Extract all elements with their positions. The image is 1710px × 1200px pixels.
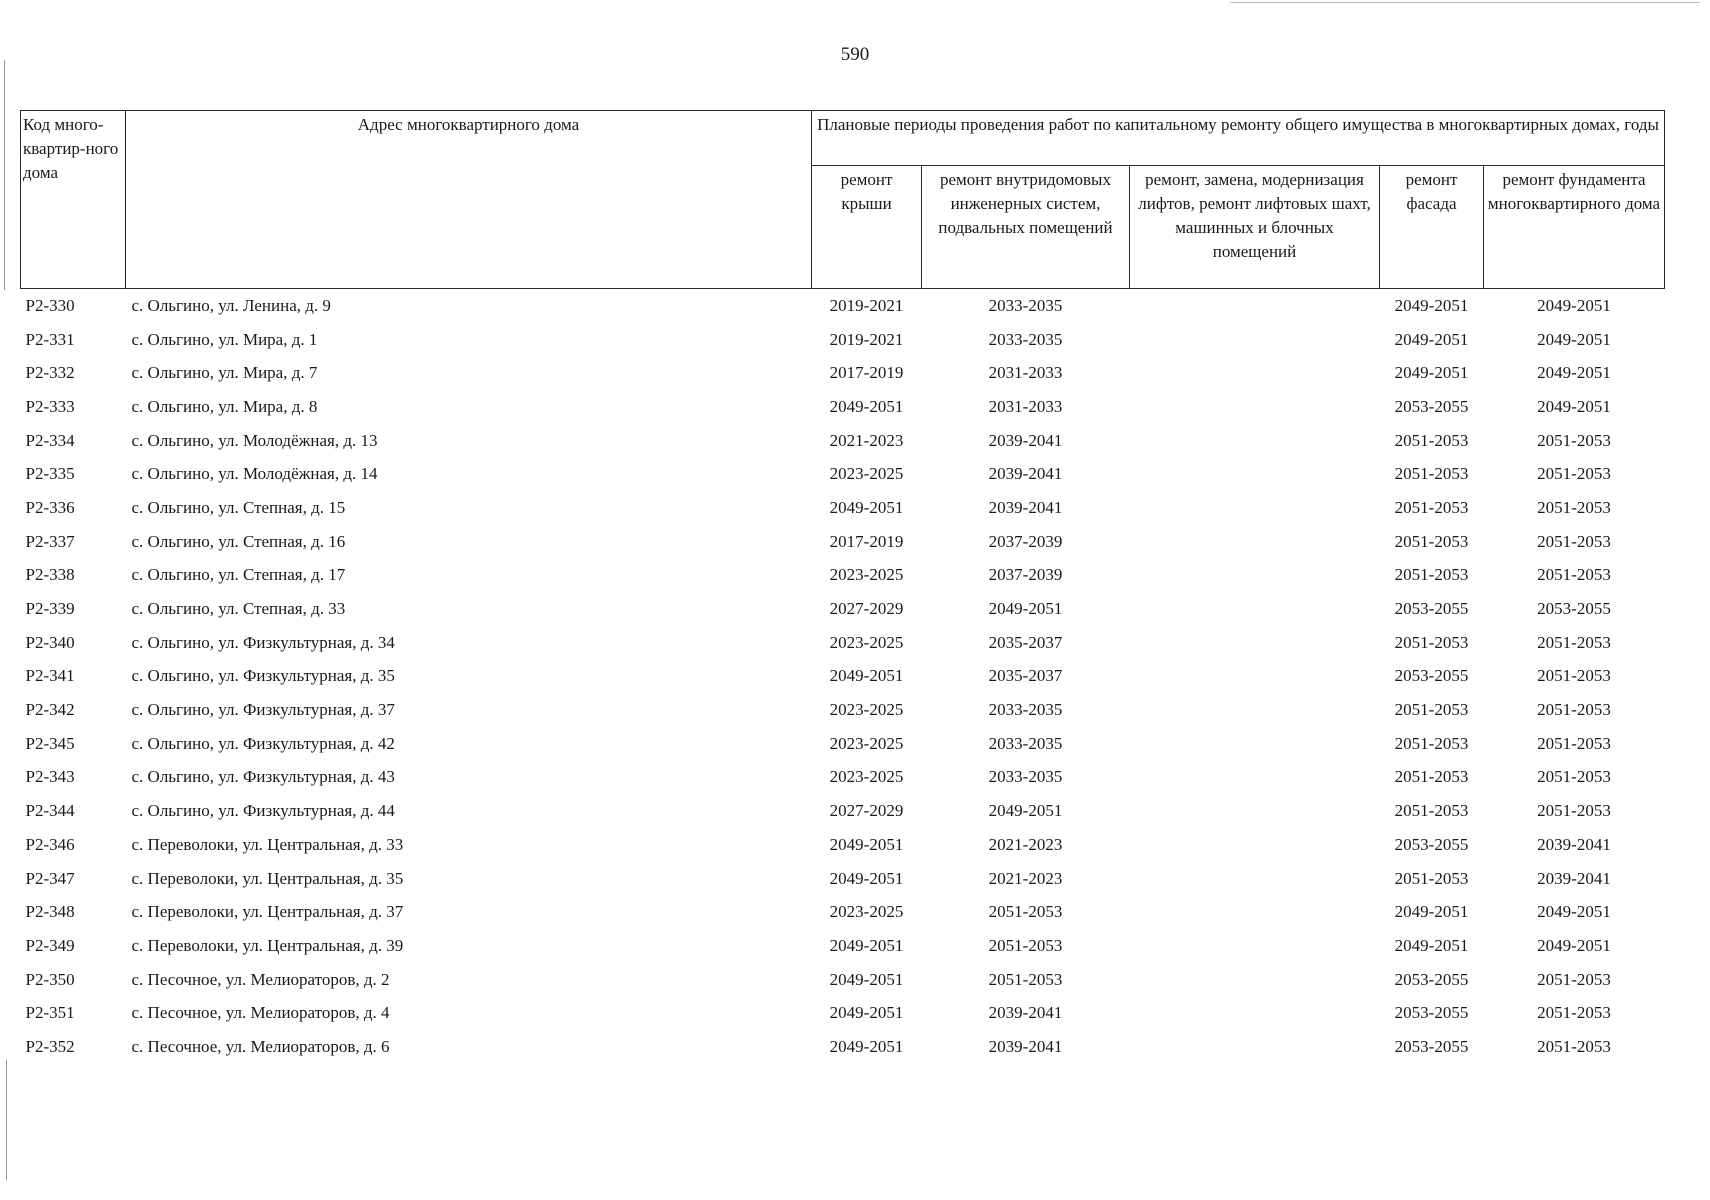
row-roof: 2049-2051 [829, 396, 904, 416]
row-roof: 2027-2029 [829, 801, 904, 821]
row-facade: 2053-2055 [1394, 599, 1469, 619]
row-facade: 2049-2051 [1394, 329, 1469, 349]
row-foundation: 2051-2053 [1537, 430, 1611, 450]
header-facade: ремонт фасада [1380, 166, 1484, 289]
row-address: с. Ольгино, ул. Степная, д. 15 [131, 497, 346, 517]
row-foundation: 2051-2053 [1537, 1003, 1611, 1023]
row-engineering: 2021-2023 [988, 834, 1063, 854]
row-engineering: 2037-2039 [988, 531, 1063, 551]
table-header [21, 111, 1665, 289]
table-row [21, 491, 1665, 525]
row-roof: 2017-2019 [829, 531, 904, 551]
row-code: P2-345 [25, 733, 75, 753]
row-lifts [1130, 862, 1380, 896]
row-facade: 2049-2051 [1394, 363, 1469, 383]
row-engineering: 2033-2035 [988, 700, 1063, 720]
header-periods-group: Плановые периоды проведения работ по капитальному ремонту общего имущества в многоквартирных домах, годы [812, 111, 1665, 166]
row-lifts [1130, 289, 1380, 323]
scan-edge-mark [6, 1060, 7, 1180]
row-code: P2-346 [25, 834, 75, 854]
row-roof: 2049-2051 [829, 935, 904, 955]
row-address: с. Ольгино, ул. Физкультурная, д. 34 [131, 632, 395, 652]
row-foundation: 2049-2051 [1537, 396, 1611, 416]
row-code: P2-342 [25, 700, 75, 720]
row-address: с. Ольгино, ул. Мира, д. 8 [131, 396, 318, 416]
row-facade: 2051-2053 [1394, 868, 1469, 888]
row-engineering: 2033-2035 [988, 767, 1063, 787]
row-facade: 2049-2051 [1394, 902, 1469, 922]
row-roof: 2023-2025 [829, 464, 904, 484]
row-address: с. Ольгино, ул. Ленина, д. 9 [131, 295, 331, 315]
row-code: P2-331 [25, 329, 75, 349]
row-engineering: 2049-2051 [988, 801, 1063, 821]
row-lifts [1130, 457, 1380, 491]
row-address: с. Песочное, ул. Мелиораторов, д. 4 [131, 1003, 390, 1023]
row-lifts [1130, 626, 1380, 660]
row-foundation: 2049-2051 [1537, 295, 1611, 315]
row-address: с. Ольгино, ул. Степная, д. 33 [131, 599, 346, 619]
row-address: с. Ольгино, ул. Мира, д. 1 [131, 329, 318, 349]
row-roof: 2049-2051 [829, 1003, 904, 1023]
row-foundation: 2051-2053 [1537, 700, 1611, 720]
row-lifts [1130, 828, 1380, 862]
row-code: P2-341 [25, 666, 75, 686]
row-facade: 2049-2051 [1394, 295, 1469, 315]
row-engineering: 2033-2035 [988, 329, 1063, 349]
row-address: с. Песочное, ул. Мелиораторов, д. 6 [131, 1036, 390, 1056]
row-roof: 2027-2029 [829, 599, 904, 619]
row-facade: 2051-2053 [1394, 700, 1469, 720]
row-roof: 2019-2021 [829, 329, 904, 349]
row-address: с. Песочное, ул. Мелиораторов, д. 2 [131, 969, 390, 989]
table-row [21, 895, 1665, 929]
row-lifts [1130, 996, 1380, 1030]
row-facade: 2053-2055 [1394, 969, 1469, 989]
row-roof: 2049-2051 [829, 868, 904, 888]
row-foundation: 2051-2053 [1537, 531, 1611, 551]
row-code: P2-338 [25, 565, 75, 585]
table-row [21, 592, 1665, 626]
row-code: P2-333 [25, 396, 75, 416]
row-engineering: 2039-2041 [988, 464, 1063, 484]
row-address: с. Ольгино, ул. Молодёжная, д. 14 [131, 464, 378, 484]
row-foundation: 2051-2053 [1537, 733, 1611, 753]
row-code: P2-349 [25, 935, 75, 955]
row-address: с. Переволоки, ул. Центральная, д. 37 [131, 902, 404, 922]
row-lifts [1130, 356, 1380, 390]
capital-repair-schedule-table [20, 110, 1665, 1064]
row-facade: 2051-2053 [1394, 801, 1469, 821]
row-engineering: 2039-2041 [988, 430, 1063, 450]
row-roof: 2023-2025 [829, 767, 904, 787]
row-code: P2-337 [25, 531, 75, 551]
table-row [21, 727, 1665, 761]
row-address: с. Ольгино, ул. Физкультурная, д. 35 [131, 666, 395, 686]
row-facade: 2049-2051 [1394, 935, 1469, 955]
row-engineering: 2039-2041 [988, 1003, 1063, 1023]
row-facade: 2051-2053 [1394, 632, 1469, 652]
row-foundation: 2039-2041 [1537, 834, 1611, 854]
row-address: с. Ольгино, ул. Степная, д. 16 [131, 531, 346, 551]
table-row [21, 1030, 1665, 1064]
row-roof: 2049-2051 [829, 969, 904, 989]
row-lifts [1130, 323, 1380, 357]
table-row [21, 457, 1665, 491]
row-engineering: 2037-2039 [988, 565, 1063, 585]
row-foundation: 2051-2053 [1537, 666, 1611, 686]
row-roof: 2023-2025 [829, 733, 904, 753]
row-roof: 2023-2025 [829, 632, 904, 652]
row-lifts [1130, 929, 1380, 963]
row-engineering: 2051-2053 [988, 935, 1063, 955]
row-facade: 2051-2053 [1394, 430, 1469, 450]
scan-edge-mark [1230, 2, 1700, 3]
header-address: Адрес многоквартирного дома [126, 111, 812, 289]
scan-edge-mark [4, 60, 5, 290]
row-address: с. Ольгино, ул. Мира, д. 7 [131, 363, 318, 383]
page-number: 590 [840, 44, 870, 65]
row-code: P2-339 [25, 599, 75, 619]
table-row [21, 289, 1665, 323]
row-engineering: 2021-2023 [988, 868, 1063, 888]
table-row [21, 963, 1665, 997]
row-roof: 2017-2019 [829, 363, 904, 383]
row-facade: 2053-2055 [1394, 1003, 1469, 1023]
row-roof: 2021-2023 [829, 430, 904, 450]
row-lifts [1130, 895, 1380, 929]
row-engineering: 2039-2041 [988, 1036, 1063, 1056]
row-address: с. Ольгино, ул. Физкультурная, д. 37 [131, 700, 395, 720]
row-foundation: 2049-2051 [1537, 935, 1611, 955]
row-address: с. Ольгино, ул. Физкультурная, д. 44 [131, 801, 395, 821]
row-address: с. Ольгино, ул. Физкультурная, д. 42 [131, 733, 395, 753]
table-row [21, 559, 1665, 593]
row-engineering: 2051-2053 [988, 902, 1063, 922]
row-code: P2-334 [25, 430, 75, 450]
row-facade: 2051-2053 [1394, 565, 1469, 585]
row-lifts [1130, 761, 1380, 795]
row-engineering: 2035-2037 [988, 632, 1063, 652]
table-row [21, 828, 1665, 862]
row-foundation: 2049-2051 [1537, 363, 1611, 383]
row-code: P2-351 [25, 1003, 75, 1023]
row-foundation: 2051-2053 [1537, 969, 1611, 989]
row-foundation: 2053-2055 [1537, 599, 1611, 619]
table-row [21, 693, 1665, 727]
row-roof: 2049-2051 [829, 834, 904, 854]
table-row [21, 996, 1665, 1030]
row-engineering: 2035-2037 [988, 666, 1063, 686]
row-roof: 2023-2025 [829, 565, 904, 585]
row-engineering: 2033-2035 [988, 295, 1063, 315]
row-facade: 2051-2053 [1394, 733, 1469, 753]
row-code: P2-336 [25, 497, 75, 517]
row-lifts [1130, 693, 1380, 727]
row-code: P2-344 [25, 801, 75, 821]
row-facade: 2053-2055 [1394, 666, 1469, 686]
table-row [21, 929, 1665, 963]
row-foundation: 2051-2053 [1537, 767, 1611, 787]
row-roof: 2049-2051 [829, 1036, 904, 1056]
row-foundation: 2051-2053 [1537, 801, 1611, 821]
table-row [21, 660, 1665, 694]
table-row [21, 390, 1665, 424]
row-lifts [1130, 390, 1380, 424]
row-code: P2-330 [25, 295, 75, 315]
row-foundation: 2051-2053 [1537, 497, 1611, 517]
row-facade: 2053-2055 [1394, 834, 1469, 854]
row-lifts [1130, 660, 1380, 694]
row-foundation: 2051-2053 [1537, 464, 1611, 484]
row-code: P2-332 [25, 363, 75, 383]
row-roof: 2019-2021 [829, 295, 904, 315]
row-lifts [1130, 794, 1380, 828]
header-lifts: ремонт, замена, модернизация лифтов, ремонт лифтовых шахт, машинных и блочных помещений [1130, 166, 1380, 289]
table-row [21, 862, 1665, 896]
row-lifts [1130, 1030, 1380, 1064]
row-address: с. Ольгино, ул. Степная, д. 17 [131, 565, 346, 585]
row-code: P2-343 [25, 767, 75, 787]
row-lifts [1130, 963, 1380, 997]
header-code: Код много-квартир-ного дома [21, 111, 126, 289]
row-engineering: 2039-2041 [988, 497, 1063, 517]
row-foundation: 2051-2053 [1537, 632, 1611, 652]
row-foundation: 2051-2053 [1537, 1036, 1611, 1056]
row-lifts [1130, 491, 1380, 525]
row-facade: 2051-2053 [1394, 531, 1469, 551]
table-row [21, 356, 1665, 390]
row-facade: 2053-2055 [1394, 396, 1469, 416]
row-address: с. Переволоки, ул. Центральная, д. 35 [131, 868, 404, 888]
row-code: P2-340 [25, 632, 75, 652]
row-address: с. Переволоки, ул. Центральная, д. 33 [131, 834, 404, 854]
table-row [21, 424, 1665, 458]
row-foundation: 2049-2051 [1537, 329, 1611, 349]
row-lifts [1130, 727, 1380, 761]
table-row [21, 794, 1665, 828]
row-code: P2-352 [25, 1036, 75, 1056]
row-facade: 2053-2055 [1394, 1036, 1469, 1056]
row-code: P2-335 [25, 464, 75, 484]
row-lifts [1130, 424, 1380, 458]
row-address: с. Ольгино, ул. Физкультурная, д. 43 [131, 767, 395, 787]
table-row [21, 761, 1665, 795]
table-body [21, 289, 1665, 1064]
row-engineering: 2051-2053 [988, 969, 1063, 989]
header-roof: ремонт крыши [812, 166, 922, 289]
row-engineering: 2031-2033 [988, 396, 1063, 416]
row-foundation: 2049-2051 [1537, 902, 1611, 922]
row-facade: 2051-2053 [1394, 767, 1469, 787]
row-code: P2-348 [25, 902, 75, 922]
table-row [21, 626, 1665, 660]
row-roof: 2023-2025 [829, 700, 904, 720]
row-code: P2-347 [25, 868, 75, 888]
table-row [21, 525, 1665, 559]
row-facade: 2051-2053 [1394, 464, 1469, 484]
row-roof: 2049-2051 [829, 666, 904, 686]
row-address: с. Ольгино, ул. Молодёжная, д. 13 [131, 430, 378, 450]
row-roof: 2049-2051 [829, 497, 904, 517]
row-code: P2-350 [25, 969, 75, 989]
header-engineering: ремонт внутридомовых инженерных систем, подвальных помещений [922, 166, 1130, 289]
row-foundation: 2051-2053 [1537, 565, 1611, 585]
row-facade: 2051-2053 [1394, 497, 1469, 517]
row-roof: 2023-2025 [829, 902, 904, 922]
table-row [21, 323, 1665, 357]
header-foundation: ремонт фундамента многоквартирного дома [1484, 166, 1665, 289]
row-lifts [1130, 592, 1380, 626]
row-lifts [1130, 559, 1380, 593]
row-lifts [1130, 525, 1380, 559]
row-address: с. Переволоки, ул. Центральная, д. 39 [131, 935, 404, 955]
row-engineering: 2031-2033 [988, 363, 1063, 383]
row-engineering: 2033-2035 [988, 733, 1063, 753]
row-foundation: 2039-2041 [1537, 868, 1611, 888]
row-engineering: 2049-2051 [988, 599, 1063, 619]
